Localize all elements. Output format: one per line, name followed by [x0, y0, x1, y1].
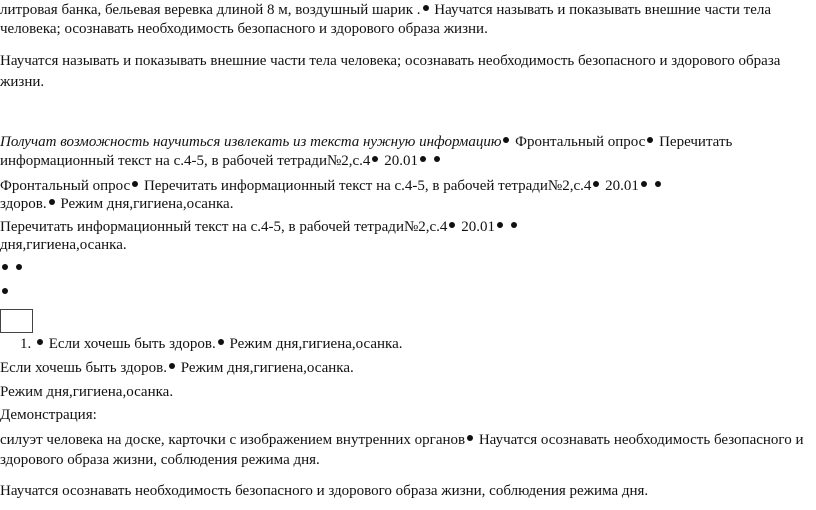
- list-number: 1.: [20, 336, 32, 352]
- bullet-icon: [2, 264, 8, 270]
- p8-line: Демонстрация:: [0, 407, 97, 423]
- bullet-icon: [467, 435, 473, 441]
- p3-line2-text: информационный текст на с.4-5, в рабочей тетради№2,с.4: [0, 153, 371, 169]
- bullet-row-2: [0, 283, 10, 304]
- bullet-icon: [434, 156, 440, 162]
- p1-text-b: Научатся называть и показывать внешние части тела: [430, 2, 772, 18]
- p1-line2: человека; осознавать необходимость безопасного и здорового образа жизни.: [0, 21, 488, 37]
- list-text-a: Если хочешь быть здоров.: [45, 336, 216, 352]
- list-item: [20, 334, 403, 355]
- p2-line1: Научатся называть и показывать внешние части тела человека; осознавать необходимость безопасного и здорового образа: [0, 53, 781, 69]
- bullet-icon: [655, 181, 661, 187]
- p9-line2: здорового образа жизни, соблюдения режима дня.: [0, 452, 320, 468]
- p3-part2: Перечитать: [655, 134, 733, 150]
- p1-text-a: литровая банка, бельевая веревка длиной 8 м, воздушный шарик .: [0, 2, 421, 18]
- bullet-icon: [49, 199, 55, 205]
- bullet-icon: [497, 222, 503, 228]
- p4-text-a: Фронтальный опрос: [0, 178, 131, 194]
- p6-line: [0, 358, 354, 379]
- p4-text-d: Режим дня,гигиена,осанка.: [56, 196, 234, 212]
- p4-text-b: Перечитать информационный текст на с.4-5, в рабочей тетради№2,с.4: [140, 178, 592, 194]
- p5-text-a: Перечитать информационный текст на с.4-5, в рабочей тетради№2,с.4: [0, 219, 448, 235]
- p2-line2: жизни.: [0, 74, 45, 90]
- p3-italic-text: Получат возможность научиться извлекать из текста нужную информацию: [0, 134, 502, 150]
- p4-line2: [0, 194, 233, 215]
- p5-line2: дня,гигиена,осанка.: [0, 237, 127, 253]
- bullet-icon: [449, 222, 455, 228]
- bullet-icon: [372, 156, 378, 162]
- bullet-icon: [511, 222, 517, 228]
- p9-line1: [0, 430, 803, 451]
- bullet-icon: [132, 181, 138, 187]
- bullet-row-1: [0, 259, 24, 280]
- p9-text-a: силуэт человека на доске, карточки с изображением внутренних органов: [0, 432, 466, 448]
- p10-line: Научатся осознавать необходимость безопасного и здорового образа жизни, соблюдения режима дня.: [0, 483, 649, 499]
- bullet-icon: [503, 137, 509, 143]
- p5-date: 20.01: [457, 219, 495, 235]
- bullet-icon: [423, 5, 429, 11]
- p9-text-b: Научатся осознавать необходимость безопасного и: [475, 432, 804, 448]
- bullet-icon: [16, 264, 22, 270]
- p3-part1: Фронтальный опрос: [511, 134, 646, 150]
- p3-line2: [0, 151, 442, 172]
- p7-line: Режим дня,гигиена,осанка.: [0, 384, 174, 400]
- p1-line1: [0, 0, 771, 21]
- bullet-icon: [218, 339, 224, 345]
- p4-text-c: здоров.: [0, 196, 47, 212]
- bullet-icon: [37, 339, 43, 345]
- bullet-icon: [420, 156, 426, 162]
- bullet-icon: [647, 137, 653, 143]
- p3-line1: [0, 132, 732, 153]
- p6-text-b: Режим дня,гигиена,осанка.: [176, 360, 354, 376]
- p6-text-a: Если хочешь быть здоров.: [0, 360, 167, 376]
- p4-date: 20.01: [601, 178, 639, 194]
- bullet-icon: [169, 363, 175, 369]
- bullet-icon: [641, 181, 647, 187]
- list-text-b: Режим дня,гигиена,осанка.: [225, 336, 403, 352]
- bullet-icon: [593, 181, 599, 187]
- p3-date: 20.01: [380, 153, 418, 169]
- empty-box: [0, 309, 33, 333]
- bullet-icon: [2, 288, 8, 294]
